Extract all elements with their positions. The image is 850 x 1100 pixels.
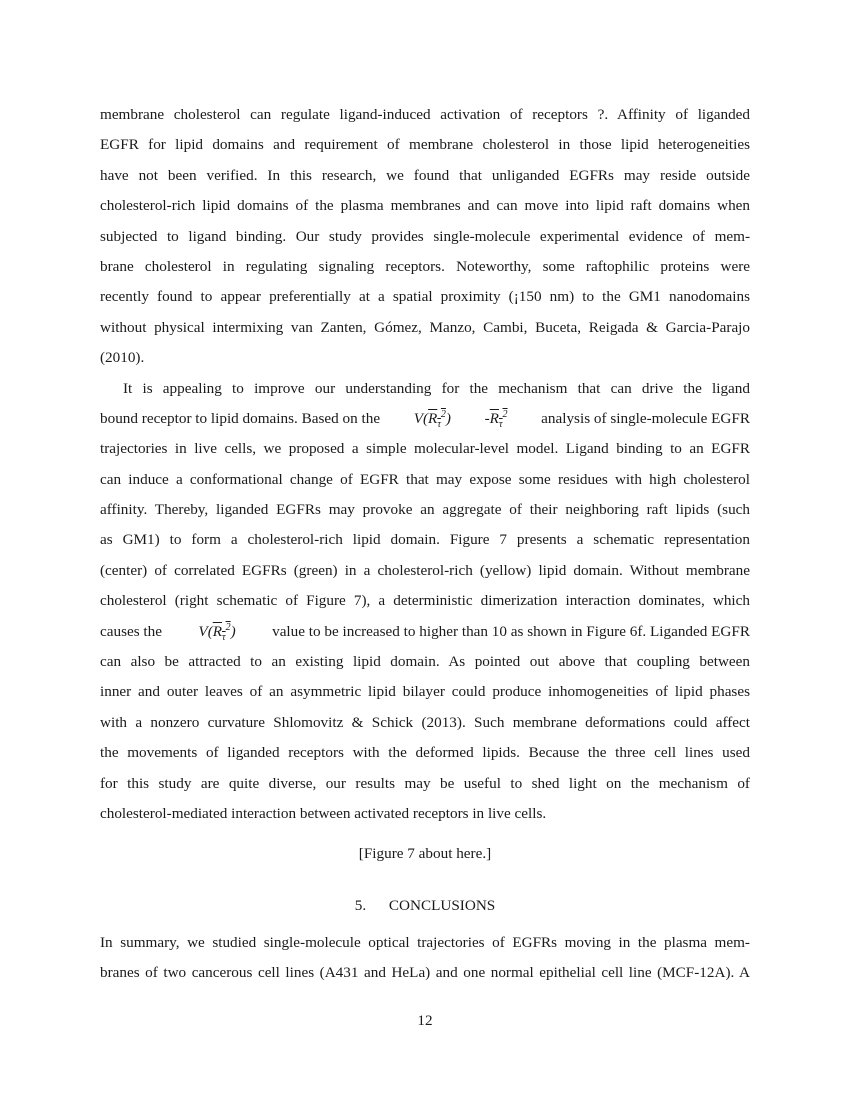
line-content xyxy=(100,404,750,434)
line-content: trajectories in live cells, we proposed a simple molecular-level model. Ligand binding to an EGFR xyxy=(100,440,750,458)
text-line xyxy=(100,374,750,404)
math-subscript: τ xyxy=(437,418,441,430)
page-number: 12 xyxy=(417,1012,433,1029)
text-line xyxy=(100,769,750,799)
figure-placeholder: [Figure 7 about here.] xyxy=(358,845,492,862)
math-symbol: R xyxy=(212,622,223,640)
text-line xyxy=(100,958,750,988)
line-content: have not been verified. In this research, we found that unliganded EGFRs may reside outside xyxy=(100,166,750,184)
text-line xyxy=(100,738,750,768)
text-line xyxy=(100,222,750,252)
math-subscript: τ xyxy=(498,418,503,430)
text-line xyxy=(100,586,750,616)
line-content: In summary, we studied single-molecule optical trajectories of EGFRs moving in the plasma mem- xyxy=(100,934,750,951)
math-subscript: τ xyxy=(222,631,226,643)
math-variance-expression: $V(R_\tau^2)$ xyxy=(198,621,236,643)
text-segment: bound receptor to lipid domains. Based on the xyxy=(100,409,381,427)
text-line xyxy=(100,130,750,160)
math-symbol: R xyxy=(428,409,438,427)
text-line xyxy=(100,252,750,282)
line-content: for this study are quite diverse, our results may be useful to shed light on the mechanism of xyxy=(100,774,750,792)
line-content: brane cholesterol in regulating signaling receptors. Noteworthy, some raftophilic proteins were xyxy=(100,257,750,275)
text-line xyxy=(100,708,750,738)
line-content: cholesterol-mediated interaction between activated receptors in live cells. xyxy=(100,804,547,822)
math-superscript: 2 xyxy=(225,621,231,633)
math-superscript: 2 xyxy=(440,408,446,420)
line-content: (center) of correlated EGFRs (green) in a cholesterol-rich (yellow) lipid domain. Without membrane xyxy=(100,561,750,579)
section-title: CONCLUSIONS xyxy=(388,897,496,914)
line-content: membrane cholesterol can regulate ligand-induced activation of receptors ?. Affinity of liganded xyxy=(100,106,750,123)
text-line xyxy=(100,928,750,958)
text-segment: analysis of single-molecule EGFR xyxy=(541,409,750,427)
line-content: branes of two cancerous cell lines (A431 and HeLa) and one normal epithelial cell line (MCF-12A). A xyxy=(100,964,750,982)
text-segment: value to be increased to higher than 10 as shown in Figure 6f. Liganded EGFR xyxy=(272,622,750,640)
line-content: with a nonzero curvature Shlomovitz & Schick (2013). Such membrane deformations could affect xyxy=(100,713,750,731)
line-content: can also be attracted to an existing lipid domain. As pointed out above that coupling between xyxy=(100,653,750,671)
text-line xyxy=(100,404,750,434)
math-superscript: 2 xyxy=(502,408,508,420)
text-line xyxy=(100,799,750,829)
line-content: EGFR for lipid domains and requirement of membrane cholesterol in those lipid heterogeneities xyxy=(100,136,750,154)
text-line xyxy=(100,525,750,555)
text-segment: causes the xyxy=(100,622,162,640)
line-content: affinity. Thereby, liganded EGFRs may provoke an aggregate of their neighboring raft lipids (such xyxy=(100,501,750,519)
text-line xyxy=(100,495,750,525)
body-text xyxy=(100,100,750,829)
line-content: as GM1) to form a cholesterol-rich lipid domain. Figure 7 presents a schematic representation xyxy=(100,531,750,549)
line-content xyxy=(100,617,750,647)
line-content: recently found to appear preferentially at a spatial proximity (¡150 nm) to the GM1 nanodomains xyxy=(100,288,750,306)
math-symbol: V xyxy=(198,622,208,640)
section-heading xyxy=(100,897,750,915)
text-line xyxy=(100,677,750,707)
math-variance-expression: $V(R_\tau^2)$ xyxy=(413,408,451,430)
text-line xyxy=(100,556,750,586)
text-line xyxy=(100,161,750,191)
text-line xyxy=(100,617,750,647)
text-line xyxy=(100,313,750,343)
line-content: without physical intermixing van Zanten, Gómez, Manzo, Cambi, Buceta, Reigada & Garcia-Parajo xyxy=(100,318,750,336)
section-number: 5. xyxy=(354,897,367,914)
text-line xyxy=(100,282,750,312)
text-line xyxy=(100,343,750,373)
line-content: subjected to ligand binding. Our study provides single-molecule experimental evidence of mem- xyxy=(100,227,750,245)
text-line xyxy=(100,434,750,464)
line-content: (2010). xyxy=(100,349,145,367)
line-content: cholesterol-rich lipid domains of the plasma membranes and can move into lipid raft domains when xyxy=(100,197,750,215)
line-content: the movements of liganded receptors with the deformed lipids. Because the three cell lines used xyxy=(100,744,750,762)
text-line xyxy=(100,647,750,677)
line-content: It is appealing to improve our understanding for the mechanism that can drive the ligand xyxy=(123,379,750,397)
text-line xyxy=(100,465,750,495)
math-symbol: R xyxy=(489,409,499,427)
math-separator: $-R_\tau^2$ xyxy=(484,408,508,430)
line-content: cholesterol (right schematic of Figure 7), a deterministic dimerization interaction dominates, which xyxy=(100,592,750,610)
math-symbol: V xyxy=(413,409,423,427)
text-line xyxy=(100,191,750,221)
text-line xyxy=(100,100,750,130)
line-content: inner and outer leaves of an asymmetric lipid bilayer could produce inhomogeneities of lipid phases xyxy=(100,683,750,701)
conclusions-text xyxy=(100,928,750,989)
line-content: can induce a conformational change of EGFR that may expose some residues with high cholesterol xyxy=(100,470,750,488)
